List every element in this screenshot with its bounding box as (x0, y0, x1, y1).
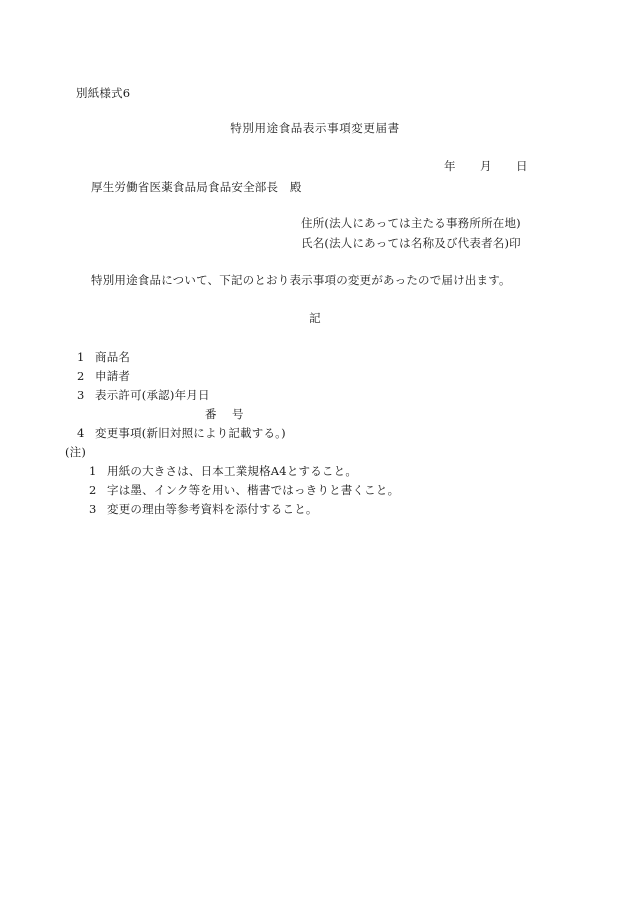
date-year: 年 (444, 159, 456, 173)
item-number: 2 (77, 369, 85, 383)
note-item (89, 502, 318, 516)
date-month: 月 (480, 159, 492, 173)
item-sub-number: 番 号 (205, 407, 246, 421)
item-text: 表示許可(承認)年月日 (95, 388, 210, 402)
applicant-address: 住所(法人にあっては主たる事務所所在地) (301, 216, 521, 230)
list-item (77, 350, 130, 364)
applicant-name: 氏名(法人にあっては名称及び代表者名)印 (301, 236, 521, 250)
note-item (89, 464, 357, 478)
form-number: 別紙様式6 (76, 86, 131, 100)
note-number: 1 (89, 464, 97, 478)
item-number: 3 (77, 388, 85, 402)
note-text: 用紙の大きさは、日本工業規格A4とすること。 (107, 464, 358, 478)
ki-heading: 記 (309, 311, 321, 325)
item-text: 申請者 (95, 369, 131, 383)
note-text: 変更の理由等参考資料を添付すること。 (107, 502, 318, 516)
item-number: 1 (77, 350, 85, 364)
notes-heading: (注) (65, 445, 87, 459)
body-text: 特別用途食品について、下記のとおり表示事項の変更があったので届け出ます。 (91, 273, 511, 287)
note-text: 字は墨、インク等を用い、楷書ではっきりと書くこと。 (107, 483, 400, 497)
note-number: 3 (89, 502, 97, 516)
date-line (444, 159, 528, 173)
date-day: 日 (516, 159, 528, 173)
item-text: 商品名 (95, 350, 131, 364)
item-number: 4 (77, 426, 85, 440)
addressee: 厚生労働省医薬食品局食品安全部長 殿 (91, 180, 302, 194)
item-text: 変更事項(新旧対照により記載する。) (95, 426, 286, 440)
note-item (89, 483, 399, 497)
list-item (77, 426, 286, 440)
list-item (77, 369, 130, 383)
note-number: 2 (89, 483, 97, 497)
document-title: 特別用途食品表示事項変更届書 (230, 121, 400, 135)
list-item (77, 388, 210, 402)
